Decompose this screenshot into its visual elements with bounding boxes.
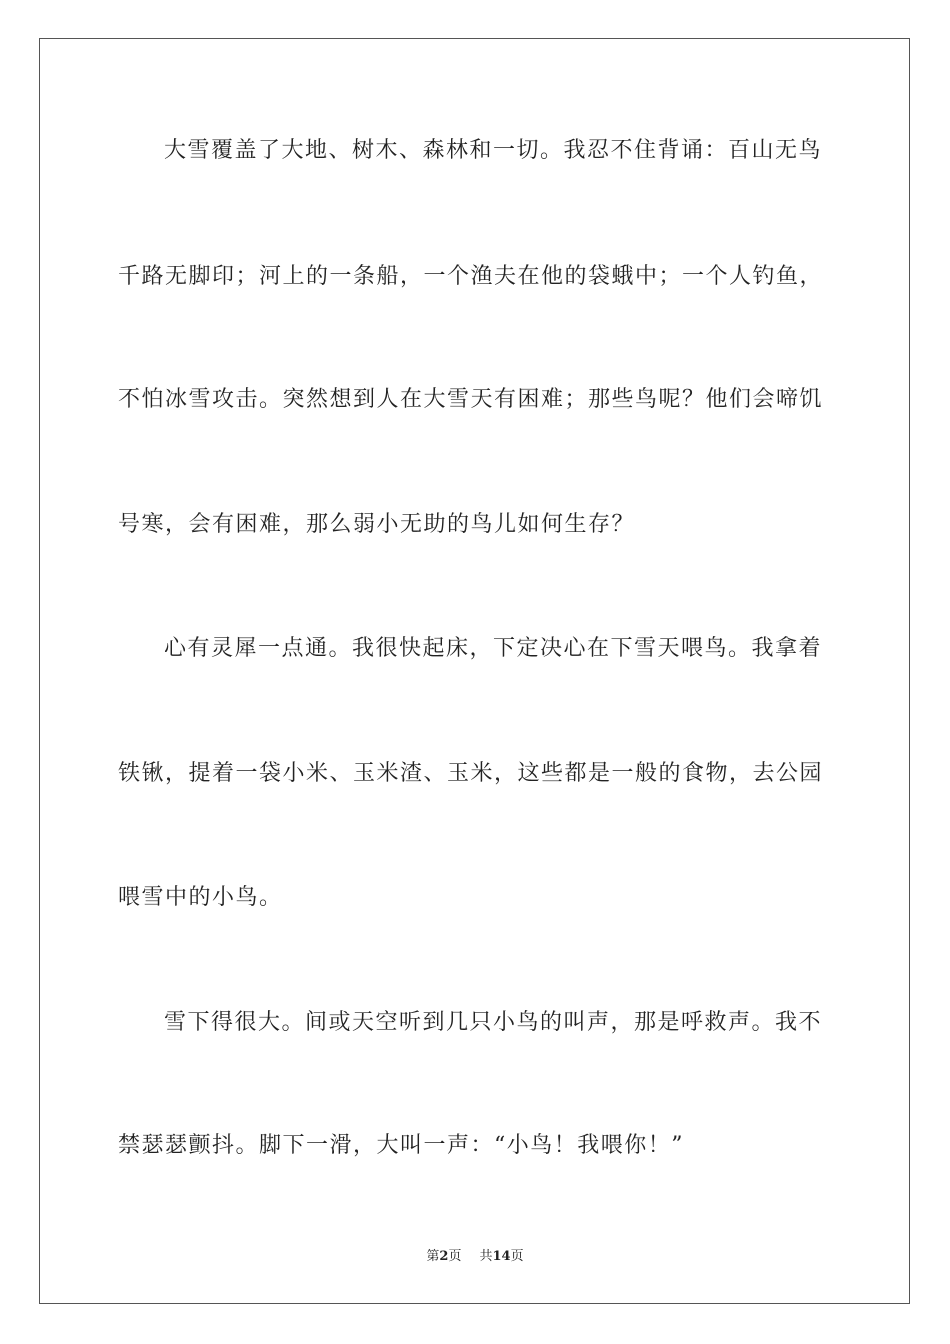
paragraph-3-line-2: 禁瑟瑟颤抖。脚下一滑，大叫一声：“小鸟！我喂你！” — [118, 1133, 684, 1158]
page-label-suffix: 页 — [448, 1249, 462, 1264]
paragraph-1-line-2: 千路无脚印；河上的一条船，一个渔夫在他的袋蛾中；一个人钓鱼， — [118, 264, 824, 289]
total-label-prefix: 共 — [479, 1249, 493, 1264]
paragraph-2-line-2: 铁锹，提着一袋小米、玉米渣、玉米，这些都是一般的食物，去公园 — [118, 761, 824, 786]
current-page-number: 2 — [439, 1249, 449, 1264]
paragraph-2-line-1: 心有灵犀一点通。我很快起床，下定决心在下雪天喂鸟。我拿着 — [164, 636, 823, 661]
paragraph-1-line-3: 不怕冰雪攻击。突然想到人在大雪天有困难；那些鸟呢？他们会啼饥 — [118, 387, 824, 412]
page-border — [39, 38, 910, 1304]
paragraph-1-line-4: 号寒，会有困难，那么弱小无助的鸟儿如何生存？ — [118, 512, 636, 537]
total-label-suffix: 页 — [510, 1249, 524, 1264]
page-label-prefix: 第 — [426, 1249, 440, 1264]
total-page-count: 14 — [492, 1249, 511, 1264]
paragraph-1-line-1: 大雪覆盖了大地、树木、森林和一切。我忍不住背诵：百山无鸟 — [164, 138, 823, 163]
paragraph-2-line-3: 喂雪中的小鸟。 — [118, 885, 283, 910]
paragraph-3-line-1: 雪下得很大。间或天空听到几只小鸟的叫声，那是呼救声。我不 — [164, 1010, 823, 1035]
page-footer — [0, 1248, 950, 1266]
